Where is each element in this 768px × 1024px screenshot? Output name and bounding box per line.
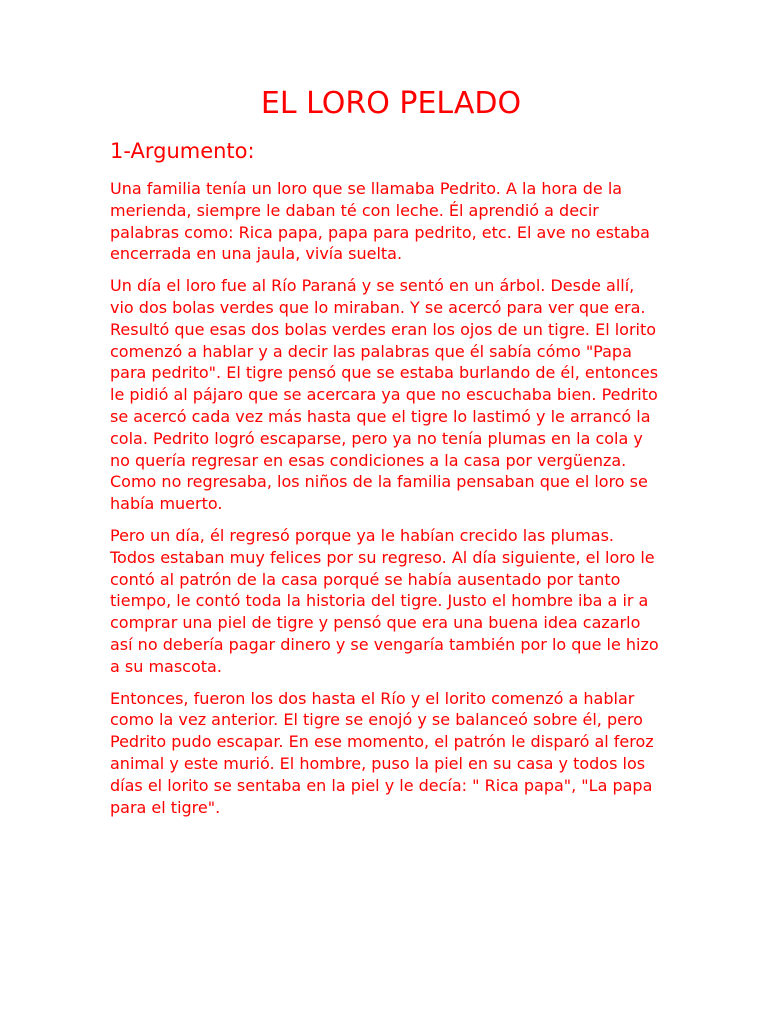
paragraph-4: Entonces, fueron los dos hasta el Río y el lorito comenzó a hablar como la vez anterior. El tigre se enojó y se balanceó sobre él, pero Pedrito pudo escapar. En ese momento, el patrón le disparó al feroz animal y este murió. El hombre, puso la piel en su casa y todos los días el lorito se sentaba en la piel y le decía: " Rica papa", "La papa para el tigre". [110, 688, 654, 817]
section-heading: 1-Argumento: [110, 139, 255, 163]
document-title: EL LORO PELADO [260, 86, 522, 121]
paragraph-1: Una familia tenía un loro que se llamaba Pedrito. A la hora de la merienda, siempre le daban té con leche. Él aprendió a decir palabras como: Rica papa, papa para pedrito, etc. El ave no estaba encerrada en una jaula, vivía suelta. [110, 179, 650, 264]
paragraph-2: Un día el loro fue al Río Paraná y se sentó en un árbol. Desde allí, vio dos bolas verdes que lo miraban. Y se acercó para ver que era. Resultó que esas dos bolas verdes eran los ojos de un tigre. El lorito comenzó a hablar y a decir las palabras que él sabía cómo "Papa para pedrito". El tigre pensó que se estaba burlando de él, entonces le pidió al pájaro que se acercara ya que no escuchaba bien. Pedrito se acercó cada vez más hasta que el tigre lo lastimó y le arrancó la cola. Pedrito logró escaparse, pero ya no tenía plumas en la cola y no quería regresar en esas condiciones a la casa por vergüenza. Como no regresaba, los niños de la familia pensaban que el loro se había muerto. [110, 276, 659, 514]
paragraph-3: Pero un día, él regresó porque ya le habían crecido las plumas. Todos estaban muy felices por su regreso. Al día siguiente, el loro le contó al patrón de la casa porqué se había ausentado por tanto tiempo, le contó toda la historia del tigre. Justo el hombre iba a ir a comprar una piel de tigre y pensó que era una buena idea cazarlo así no debería pagar dinero y se vengaría también por lo que le hizo a su mascota. [110, 525, 659, 676]
document-page [110, 82, 660, 828]
